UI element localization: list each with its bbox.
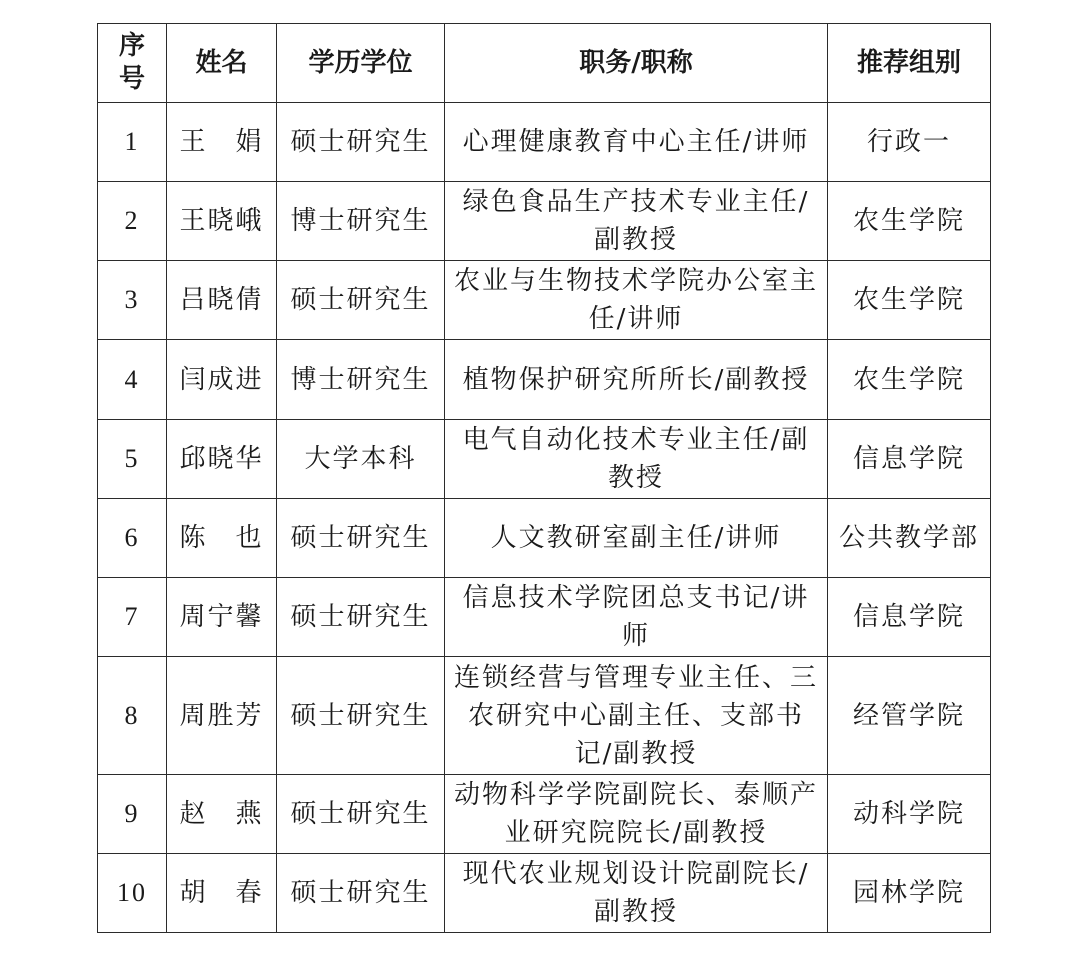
cell-position: 动物科学学院副院长、泰顺产业研究院院长/副教授	[445, 775, 828, 854]
cell-serial-number: 10	[98, 854, 167, 933]
cell-name: 吕晓倩	[167, 261, 277, 340]
cell-name: 周宁馨	[167, 578, 277, 657]
cell-name: 王 娟	[167, 103, 277, 182]
header-position: 职务/职称	[445, 24, 828, 103]
header-group: 推荐组别	[828, 24, 991, 103]
cell-education: 硕士研究生	[277, 657, 445, 775]
table-row	[98, 261, 991, 340]
cell-education: 硕士研究生	[277, 261, 445, 340]
cell-position: 连锁经营与管理专业主任、三农研究中心副主任、支部书记/副教授	[445, 657, 828, 775]
cell-group: 农生学院	[828, 340, 991, 420]
cell-name: 胡 春	[167, 854, 277, 933]
cell-position: 心理健康教育中心主任/讲师	[445, 103, 828, 182]
cell-serial-number: 4	[98, 340, 167, 420]
cell-name: 王晓峨	[167, 182, 277, 261]
cell-education: 大学本科	[277, 420, 445, 499]
table-row	[98, 775, 991, 854]
cell-serial-number: 1	[98, 103, 167, 182]
cell-name: 邱晓华	[167, 420, 277, 499]
staff-recommendation-table	[97, 23, 991, 933]
cell-group: 园林学院	[828, 854, 991, 933]
cell-position: 人文教研室副主任/讲师	[445, 499, 828, 578]
cell-position: 植物保护研究所所长/副教授	[445, 340, 828, 420]
cell-education: 硕士研究生	[277, 578, 445, 657]
cell-serial-number: 8	[98, 657, 167, 775]
table-row	[98, 499, 991, 578]
cell-group: 信息学院	[828, 420, 991, 499]
cell-group: 公共教学部	[828, 499, 991, 578]
cell-education: 硕士研究生	[277, 103, 445, 182]
cell-position: 现代农业规划设计院副院长/副教授	[445, 854, 828, 933]
table-header-row	[98, 24, 991, 103]
cell-group: 信息学院	[828, 578, 991, 657]
cell-serial-number: 2	[98, 182, 167, 261]
cell-name: 陈 也	[167, 499, 277, 578]
cell-name: 闫成进	[167, 340, 277, 420]
cell-position: 绿色食品生产技术专业主任/副教授	[445, 182, 828, 261]
cell-serial-number: 6	[98, 499, 167, 578]
cell-education: 硕士研究生	[277, 854, 445, 933]
cell-position: 农业与生物技术学院办公室主任/讲师	[445, 261, 828, 340]
cell-group: 行政一	[828, 103, 991, 182]
cell-education: 硕士研究生	[277, 775, 445, 854]
header-serial-number: 序号	[98, 24, 167, 103]
table-row	[98, 340, 991, 420]
table-row	[98, 420, 991, 499]
header-education: 学历学位	[277, 24, 445, 103]
cell-group: 动科学院	[828, 775, 991, 854]
cell-education: 博士研究生	[277, 182, 445, 261]
table-row	[98, 854, 991, 933]
cell-name: 周胜芳	[167, 657, 277, 775]
table-row	[98, 657, 991, 775]
cell-serial-number: 9	[98, 775, 167, 854]
table-row	[98, 182, 991, 261]
cell-serial-number: 3	[98, 261, 167, 340]
cell-education: 博士研究生	[277, 340, 445, 420]
cell-name: 赵 燕	[167, 775, 277, 854]
cell-group: 经管学院	[828, 657, 991, 775]
cell-position: 信息技术学院团总支书记/讲师	[445, 578, 828, 657]
table-row	[98, 578, 991, 657]
cell-education: 硕士研究生	[277, 499, 445, 578]
cell-group: 农生学院	[828, 261, 991, 340]
cell-serial-number: 5	[98, 420, 167, 499]
cell-position: 电气自动化技术专业主任/副教授	[445, 420, 828, 499]
cell-group: 农生学院	[828, 182, 991, 261]
table-row	[98, 103, 991, 182]
cell-serial-number: 7	[98, 578, 167, 657]
header-name: 姓名	[167, 24, 277, 103]
